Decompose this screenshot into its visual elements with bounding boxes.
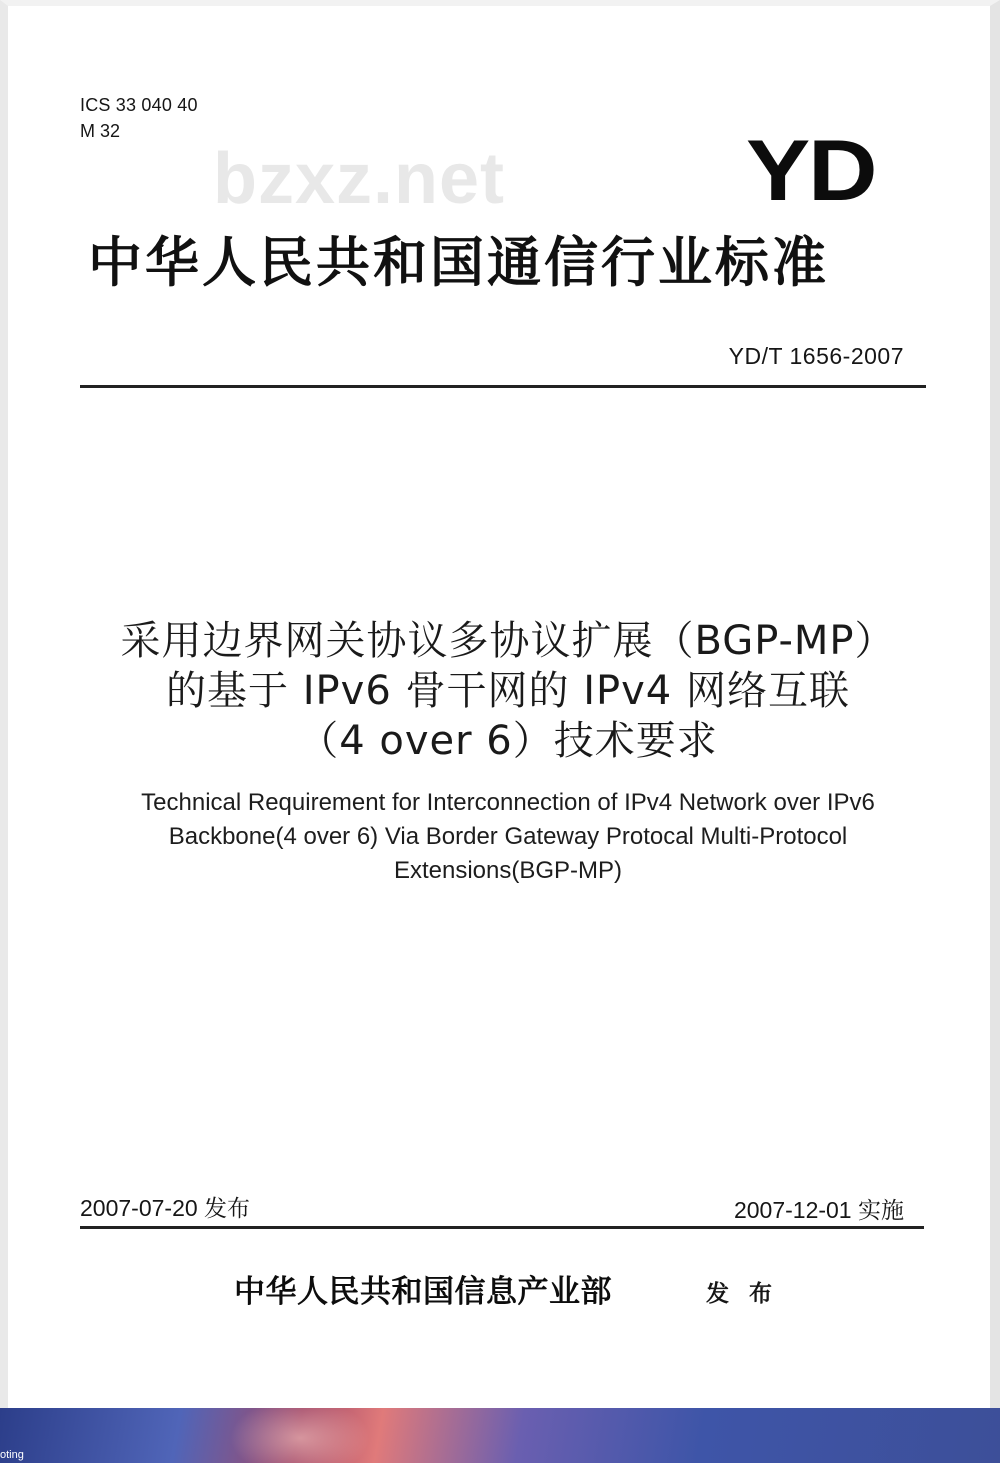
header-divider [80,385,926,388]
footer-divider [80,1226,924,1229]
yd-logo: YD [746,123,876,219]
standard-title: 中华人民共和国通信行业标准 [88,231,829,294]
english-title [48,786,968,888]
issuing-department: 中华人民共和国信息产业部 [234,1274,612,1310]
english-title-line: Backbone(4 over 6) Via Border Gateway Protocal Multi-Protocol [168,823,848,850]
standard-number: YD/T 1656-2007 [728,343,904,369]
chinese-title-line: 采用边界网关协议多协议扩展（BGP-MP） [120,618,896,664]
taskbar-label: oting [0,1449,24,1461]
issue-label: 发 布 [706,1280,779,1307]
chinese-title-line: （4 over 6）技术要求 [298,718,718,764]
desktop-taskbar [0,1408,1000,1463]
english-title-line: Extensions(BGP-MP) [393,857,623,884]
publish-date: 2007-07-20 发布 [80,1195,251,1221]
implement-date: 2007-12-01 实施 [733,1197,904,1223]
watermark: bzxz.net [213,139,506,219]
english-title-line: Technical Requirement for Interconnection of IPv4 Network over IPv6 [141,789,875,816]
ics-code: ICS 33 040 40 [80,95,198,115]
classification-code: M 32 [80,121,121,141]
chinese-title [48,616,968,766]
chinese-title-line: 的基于 IPv6 骨干网的 IPv4 网络互联 [166,668,850,714]
